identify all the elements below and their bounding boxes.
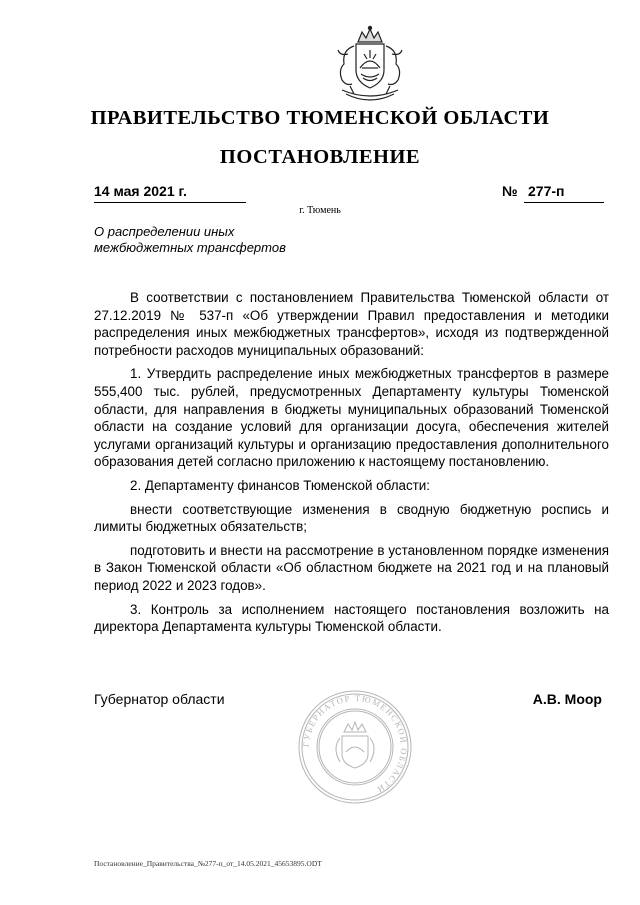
tyumen-coat-of-arms-icon (328, 24, 412, 108)
body-paragraph: В соответствии с постановлением Правительства Тюменской области от 27.12.2019 № 537-п «Об утверждении Правил предоставления и методики распределения иных межбюджетных трансфертов», исходя из подтвержденной потребности расходов муниципальных образований: (94, 290, 609, 358)
body-paragraph: 2. Департаменту финансов Тюменской области: (130, 477, 430, 493)
signatory-role: Губернатор области (94, 691, 225, 707)
subject-block (94, 224, 334, 256)
number-underline (524, 183, 604, 203)
official-seal-stamp-icon (296, 688, 414, 806)
body-paragraph: 1. Утвердить распределение иных межбюджетных трансфертов в размере 555,400 тыс. рублей, предусмотренных Департаменту культуры Тюменской области, для направления в бюджеты муниципальных образований Тюменской области на создание условий для организации досуга, обеспечения жителей услугами организаций культуры и организацию предоставления дополнительного образования детей согласно приложению к настоящему постановлению. (94, 366, 609, 470)
footer-file-name: Постановление_Правительства_№277-п_от_14.05.2021_45653895.ODT (94, 859, 322, 868)
subject-line-2: межбюджетных трансфертов (94, 240, 286, 255)
government-title: ПРАВИТЕЛЬСТВО ТЮМЕНСКОЙ ОБЛАСТИ (90, 107, 550, 129)
signatory-name: А.В. Моор (532, 691, 602, 707)
stamp-text: ГУБЕРНАТОР ТЮМЕНСКОЙ ОБЛАСТИ (300, 692, 410, 796)
document-body (94, 289, 609, 642)
number-value: 277-п (528, 183, 565, 199)
number-sign: № (502, 183, 518, 199)
document-type-title: ПОСТАНОВЛЕНИЕ (219, 146, 421, 168)
body-paragraph: подготовить и внести на рассмотрение в установленном порядке изменения в Закон Тюменской области «Об областном бюджете на 2021 год и на плановый период 2022 и 2023 годов». (94, 542, 609, 593)
subject-line-1: О распределении иных (94, 224, 235, 239)
body-paragraph: внести соответствующие изменения в сводную бюджетную роспись и лимиты бюджетных обязательств; (94, 501, 609, 535)
city-label: г. Тюмень (299, 205, 341, 216)
document-date (94, 183, 246, 203)
document-date-text: 14 мая 2021 г. (94, 183, 187, 199)
body-paragraph: 3. Контроль за исполнением настоящего постановления возложить на директора Департамента культуры Тюменской области. (94, 601, 609, 635)
